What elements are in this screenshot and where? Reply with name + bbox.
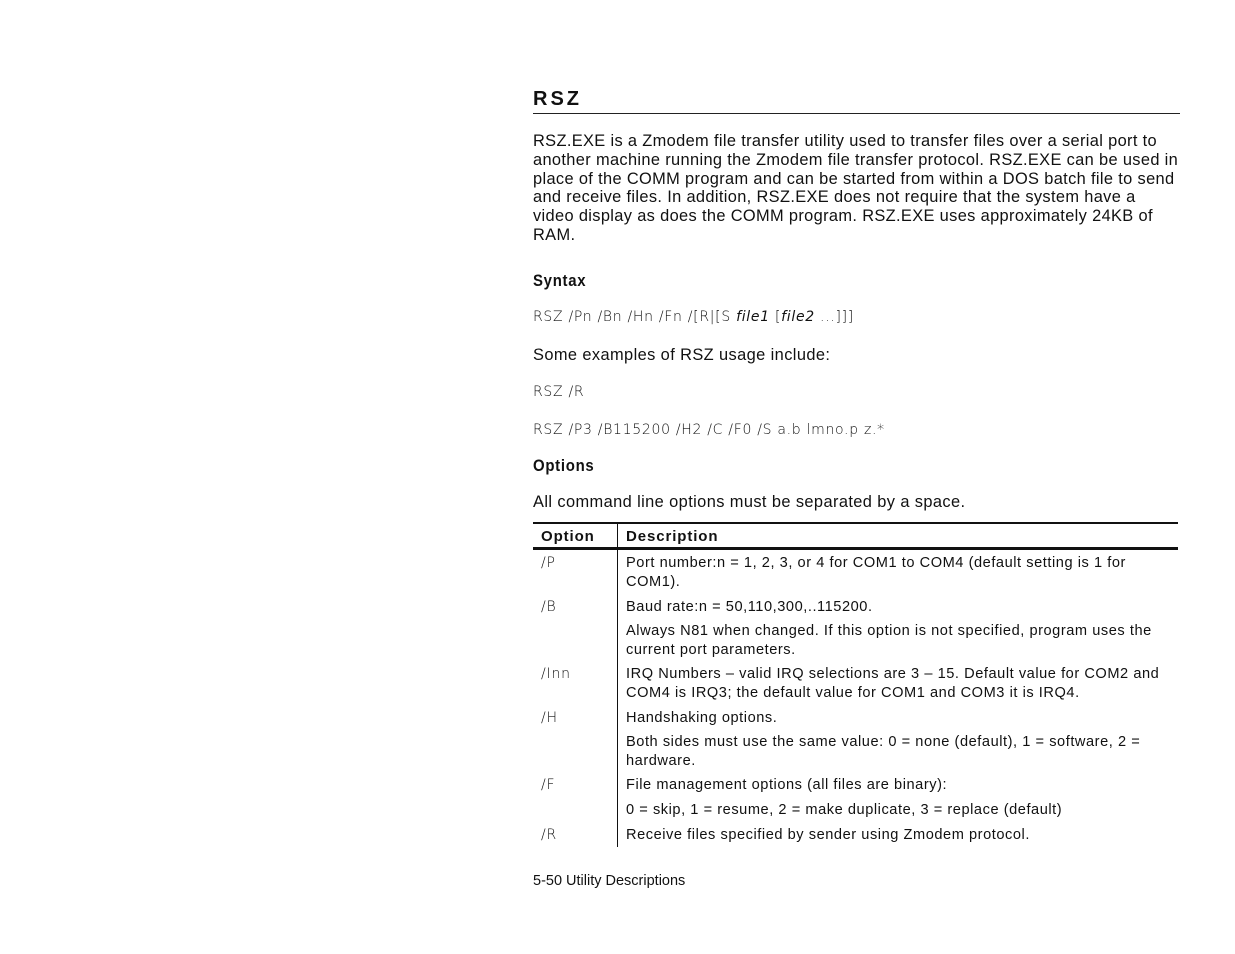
option-cell: /R xyxy=(533,823,618,848)
option-cell: /F xyxy=(533,773,618,798)
option-cell: /H xyxy=(533,706,618,731)
syntax-middle: [ xyxy=(769,308,782,325)
options-table xyxy=(533,522,1178,847)
page-content xyxy=(533,86,1180,847)
table-row xyxy=(533,619,1178,662)
option-cell xyxy=(533,798,618,823)
syntax-file1: file1 xyxy=(736,308,770,325)
description-cell: File management options (all files are binary): xyxy=(626,777,948,794)
option-cell xyxy=(533,730,618,773)
table-row xyxy=(533,549,1178,595)
table-row xyxy=(533,595,1178,620)
table-row xyxy=(533,773,1178,798)
section-title: RSZ xyxy=(533,86,1180,114)
table-row xyxy=(533,823,1178,848)
header-description: Description xyxy=(618,523,1179,549)
syntax-heading: Syntax xyxy=(533,270,587,290)
syntax-suffix: ...]]] xyxy=(814,308,854,325)
examples-intro: Some examples of RSZ usage include: xyxy=(533,345,831,364)
table-row xyxy=(533,662,1178,705)
description-cell: Handshaking options. xyxy=(626,709,778,726)
description-cell: Always N81 when changed. If this option is not specified, program uses the current port parameters. xyxy=(626,623,1152,658)
header-option: Option xyxy=(533,523,618,549)
options-intro: All command line options must be separated by a space. xyxy=(533,492,966,511)
table-row xyxy=(533,730,1178,773)
table-row xyxy=(533,706,1178,731)
page-footer: 5-50 Utility Descriptions xyxy=(533,873,686,889)
option-cell: /B xyxy=(533,595,618,620)
option-cell: /P xyxy=(533,549,618,595)
description-cell: IRQ Numbers – valid IRQ selections are 3 – 15. Default value for COM2 and COM4 is IRQ3; the default value for COM1 and COM3 it is IRQ4. xyxy=(626,666,1160,701)
description-cell: Port number:n = 1, 2, 3, or 4 for COM1 to COM4 (default setting is 1 for COM1). xyxy=(626,555,1126,590)
description-cell: 0 = skip, 1 = resume, 2 = make duplicate, 3 = replace (default) xyxy=(626,801,1063,818)
example-2: RSZ /P3 /B115200 /H2 /C /F0 /S a.b lmno.p z.* xyxy=(533,421,885,438)
description-cell: Baud rate:n = 50,110,300,..115200. xyxy=(626,598,873,615)
syntax-line xyxy=(533,307,1180,327)
description-cell: Receive files specified by sender using Zmodem protocol. xyxy=(626,826,1030,843)
syntax-file2: file2 xyxy=(781,308,815,325)
options-table-header xyxy=(533,523,1178,549)
option-cell: /Inn xyxy=(533,662,618,705)
description-cell: Both sides must use the same value: 0 = none (default), 1 = software, 2 = hardware. xyxy=(626,734,1141,769)
table-row xyxy=(533,798,1178,823)
options-heading: Options xyxy=(533,455,595,475)
example-1: RSZ /R xyxy=(533,383,585,400)
option-cell xyxy=(533,619,618,662)
intro-paragraph: RSZ.EXE is a Zmodem file transfer utility used to transfer files over a serial port to another machine running the Zmodem file transfer protocol. RSZ.EXE can be used in place of the COMM program and can be started from within a DOS batch file to send and receive files. In addition, RSZ.EXE does not require that the system have a video display as does the COMM program. RSZ.EXE uses approximately 24KB of RAM. xyxy=(533,132,1179,244)
syntax-prefix: RSZ /Pn /Bn /Hn /Fn /[R|[S xyxy=(533,308,737,325)
